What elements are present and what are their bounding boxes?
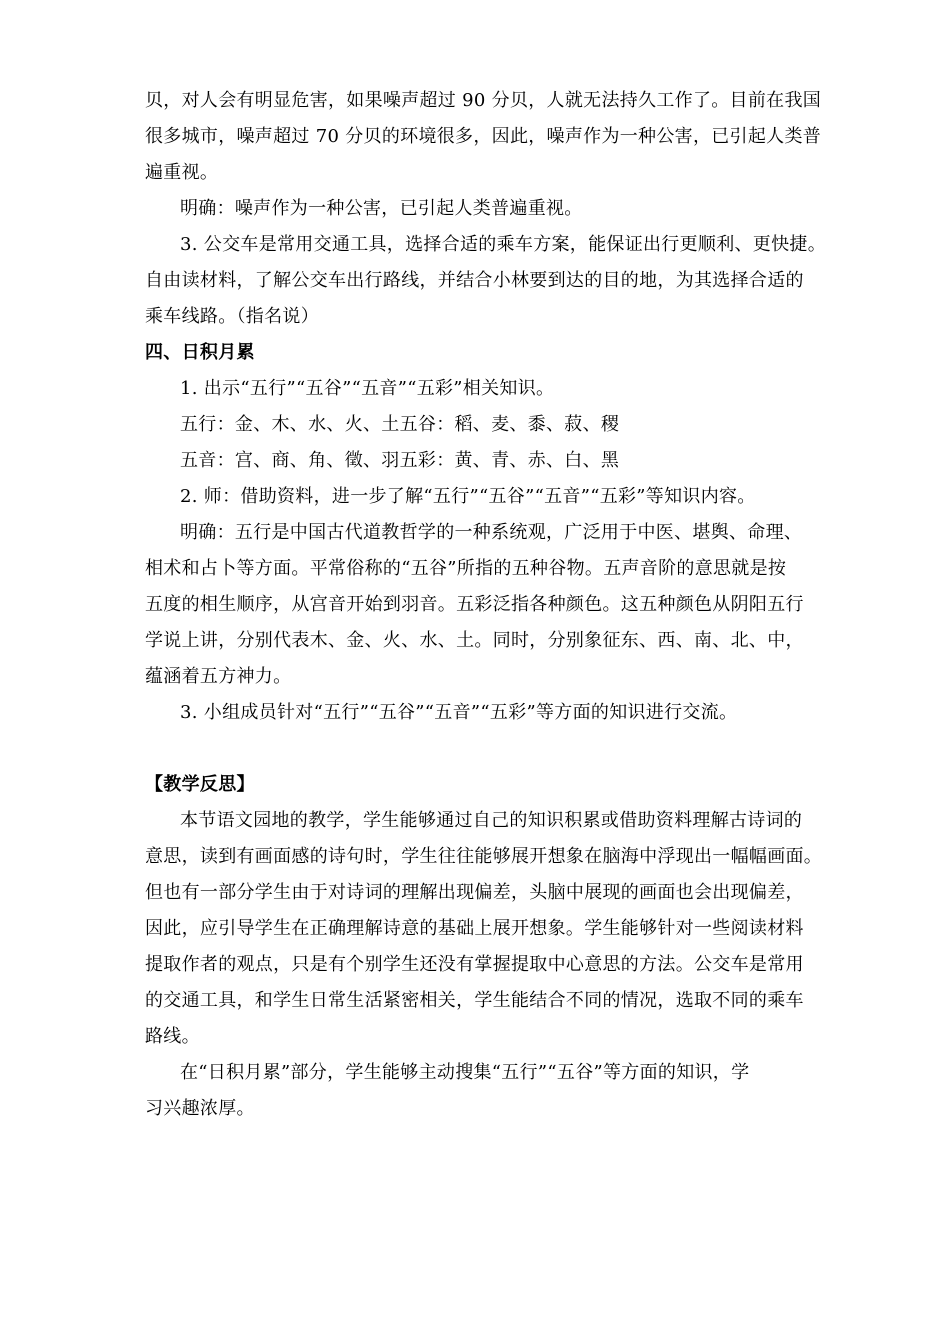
paragraph-line: 因此，应引导学生在正确理解诗意的基础上展开想象。学生能够针对一些阅读材料 <box>145 918 804 939</box>
section-heading: 四、日积月累 <box>145 342 255 363</box>
paragraph-line: 五行：金、木、水、火、土五谷：稻、麦、黍、菽、稷 <box>180 414 620 435</box>
paragraph-line: 相术和占卜等方面。平常俗称的“五谷”所指的五种谷物。五声音阶的意思就是按 <box>145 558 787 579</box>
paragraph-line: 的交通工具，和学生日常生活紧密相关，学生能结合不同的情况，选取不同的乘车 <box>145 990 804 1011</box>
paragraph-line: 路线。 <box>145 1026 200 1047</box>
paragraph-line: 自由读材料，了解公交车出行路线，并结合小林要到达的目的地，为其选择合适的 <box>145 270 804 291</box>
paragraph-line: 很多城市，噪声超过 70 分贝的环境很多，因此，噪声作为一种公害，已引起人类普 <box>145 126 822 147</box>
paragraph-line: 本节语文园地的教学，学生能够通过自己的知识积累或借助资料理解古诗词的 <box>180 810 803 831</box>
paragraph-line: 习兴趣浓厚。 <box>145 1098 255 1119</box>
paragraph-line: 3. 小组成员针对“五行”“五谷”“五音”“五彩”等方面的知识进行交流。 <box>180 702 738 723</box>
paragraph-line: 在“日积月累”部分，学生能够主动搜集“五行”“五谷”等方面的知识，学 <box>180 1062 750 1083</box>
paragraph-line: 学说上讲，分别代表木、金、火、水、土。同时，分别象征东、西、南、北、中， <box>145 630 804 651</box>
paragraph-line: 五音：宫、商、角、徵、羽五彩：黄、青、赤、白、黑 <box>180 450 620 471</box>
paragraph-line: 明确：五行是中国古代道教哲学的一种系统观，广泛用于中医、堪舆、命理、 <box>180 522 803 543</box>
paragraph-line: 明确：噪声作为一种公害，已引起人类普遍重视。 <box>180 198 583 219</box>
paragraph-line: 3. 公交车是常用交通工具，选择合适的乘车方案，能保证出行更顺利、更快捷。 <box>180 234 826 255</box>
paragraph-line: 意思，读到有画面感的诗句时，学生往往能够展开想象在脑海中浮现出一幅幅画面。 <box>145 846 823 867</box>
section-heading: 【教学反思】 <box>145 774 255 795</box>
paragraph-line: 五度的相生顺序，从宫音开始到羽音。五彩泛指各种颜色。这五种颜色从阴阳五行 <box>145 594 804 615</box>
paragraph-line: 遍重视。 <box>145 162 219 183</box>
paragraph-line: 蕴涵着五方神力。 <box>145 666 292 687</box>
paragraph-line: 2. 师：借助资料，进一步了解“五行”“五谷”“五音”“五彩”等知识内容。 <box>180 486 756 507</box>
paragraph-line: 但也有一部分学生由于对诗词的理解出现偏差，头脑中展现的画面也会出现偏差， <box>145 882 804 903</box>
paragraph-line: 乘车线路。（指名说） <box>145 306 319 327</box>
paragraph-line: 1. 出示“五行”“五谷”“五音”“五彩”相关知识。 <box>180 378 555 399</box>
paragraph-line: 贝，对人会有明显危害，如果噪声超过 90 分贝，人就无法持久工作了。目前在我国 <box>145 90 822 111</box>
paragraph-line: 提取作者的观点，只是有个别学生还没有掌握提取中心意思的方法。公交车是常用 <box>145 954 804 975</box>
